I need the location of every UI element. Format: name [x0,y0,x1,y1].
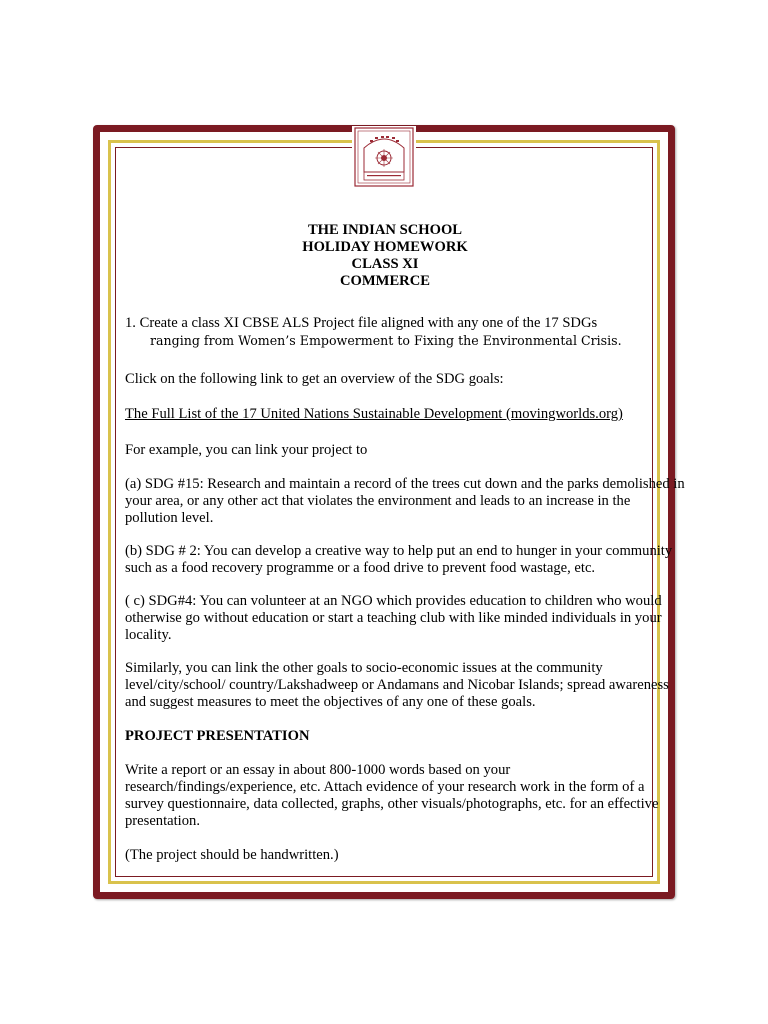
document-body [125,222,685,864]
school-name: THE INDIAN SCHOOL [307,222,463,238]
presentation-heading: PROJECT PRESENTATION [125,728,310,744]
presentation-paragraph: Write a report or an essay in about 800-1000 words based on your research/findings/experience, etc. Attach evidence of your research work in the form of a survey questionnaire, data collected, graphs, other visuals/photographs, etc. for an effective presentation. [125,762,659,829]
task-paragraph [125,315,685,349]
example-sdg-4: ( c) SDG#4: You can volunteer at an NGO which provides education to children who would otherwise go without education or start a teaching club with like minded individuals in your locality. [125,593,662,643]
school-logo [352,126,416,188]
example-sdg-2: (b) SDG # 2: You can develop a creative way to help put an end to hunger in your community such as a food recovery programme or a food drive to prevent food wastage, etc. [125,543,673,576]
example-intro: For example, you can link your project to [125,442,368,458]
task-line-1: 1. Create a class XI CBSE ALS Project file aligned with any one of the 17 SDGs [125,315,598,331]
stream-label: COMMERCE [340,273,430,289]
sdg-list-link[interactable]: The Full List of the 17 United Nations Sustainable Development (movingworlds.org) [125,406,623,422]
link-instruction: Click on the following link to get an overview of the SDG goals: [125,371,504,387]
document-title: HOLIDAY HOMEWORK [302,239,468,255]
example-sdg-15: (a) SDG #15: Research and maintain a record of the trees cut down and the parks demolished in your area, or any other act that violates the environment and leads to an increase in the pollution level. [125,476,685,526]
similarly-paragraph: Similarly, you can link the other goals to socio-economic issues at the community level/city/school/ country/Lakshadweep or Andamans and Nicobar Islands; spread awareness and suggest measures to meet the objectives of any one of these goals. [125,660,669,710]
document-header [125,222,645,290]
handwritten-note: (The project should be handwritten.) [125,847,339,863]
task-line-2: ranging from Women’s Empowerment to Fixing the Environmental Crisis. [150,333,622,348]
class-label: CLASS XI [351,256,419,272]
